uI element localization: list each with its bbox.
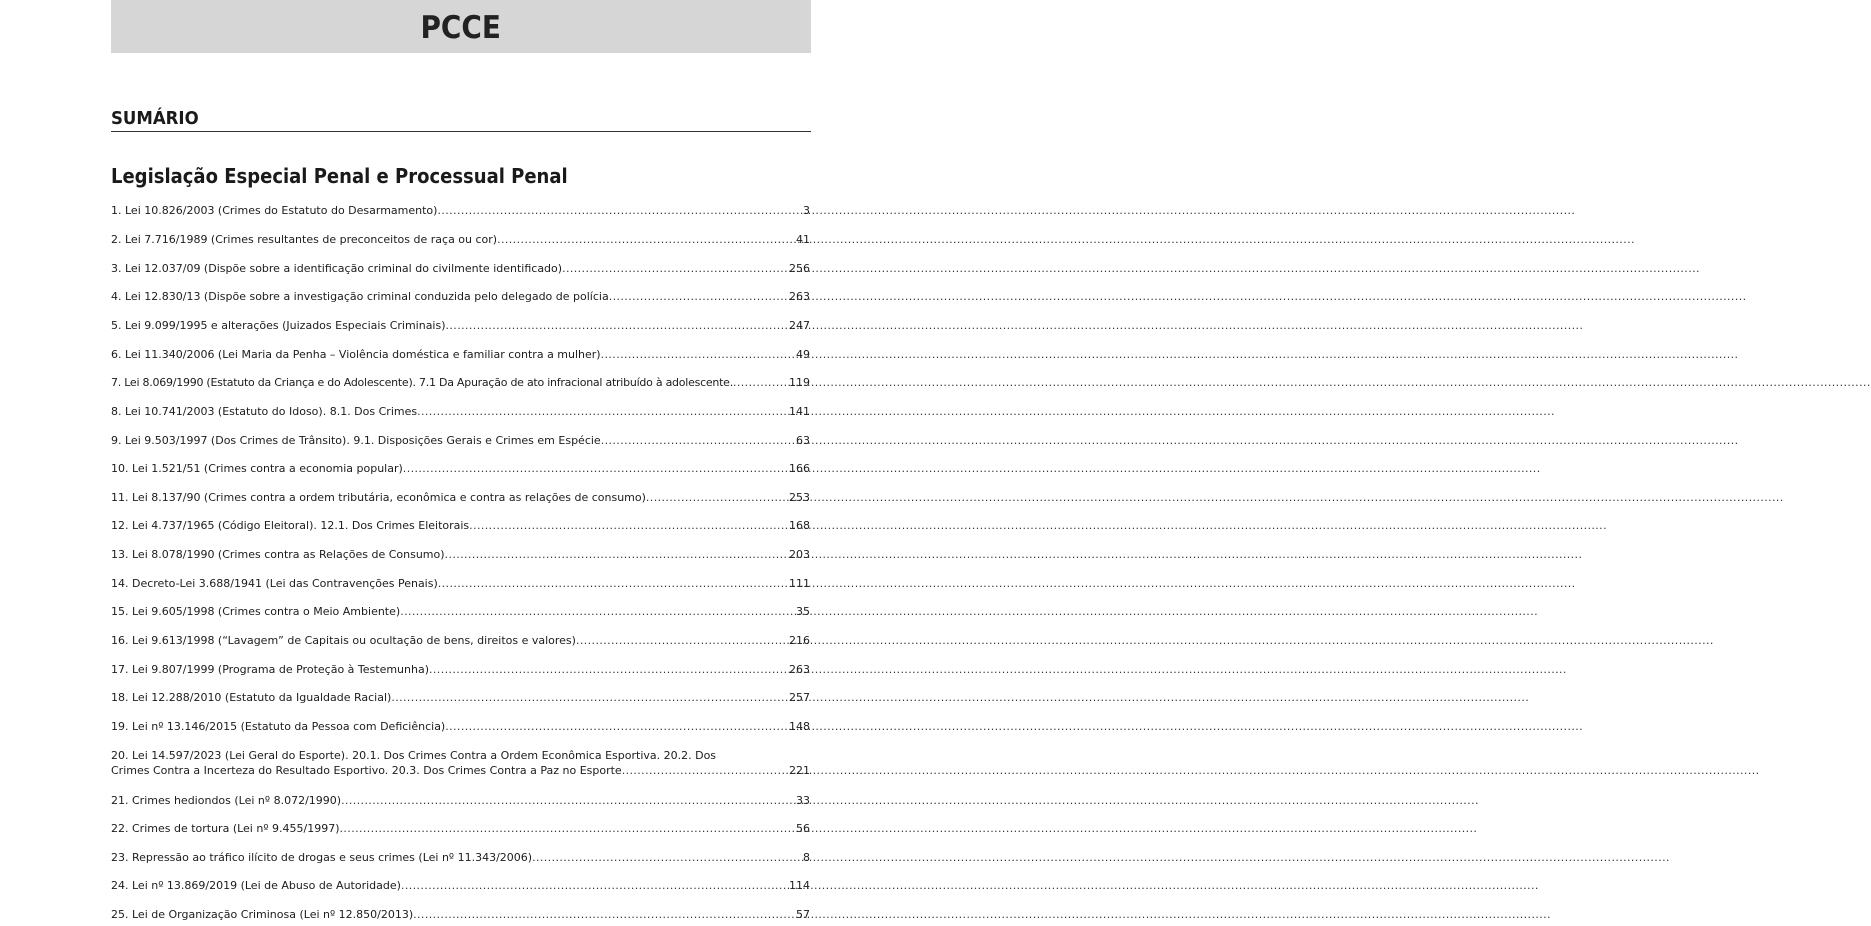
toc-entry[interactable] <box>111 232 810 247</box>
toc-entry-text: 25. Lei de Organização Criminosa (Lei nº 12.850/2013) <box>111 908 414 921</box>
toc-entry[interactable] <box>111 404 810 419</box>
toc-entry[interactable] <box>111 662 810 677</box>
toc-page-number: 49 <box>796 348 810 361</box>
document-title: PCCE <box>420 9 502 46</box>
toc-leader-dots <box>417 404 788 419</box>
toc-leader-dots <box>646 490 788 505</box>
toc-entry[interactable] <box>111 793 810 808</box>
toc-entry[interactable] <box>111 850 810 865</box>
toc-entry-text-line1: 20. Lei 14.597/2023 (Lei Geral do Esporte). 20.1. Dos Crimes Contra a Ordem Econômica Esportiva. 20.2. Dos <box>111 749 717 762</box>
toc-leader-dots <box>601 347 795 362</box>
toc-entry-text: 15. Lei 9.605/1998 (Crimes contra o Meio Ambiente) <box>111 605 401 618</box>
toc-page-number: 263 <box>789 290 810 303</box>
toc-leader-dots <box>497 232 795 247</box>
toc-leader-dots <box>532 850 802 865</box>
section-title-text: Legislação Especial Penal e Processual Penal <box>111 164 568 188</box>
toc-entry[interactable] <box>111 461 810 476</box>
toc-entry-text: 4. Lei 12.830/13 (Dispõe sobre a investigação criminal conduzida pelo delegado de polícia <box>111 290 609 303</box>
toc-leader-dots <box>562 261 788 276</box>
toc-entry[interactable] <box>111 347 810 362</box>
toc-entry-text: 1. Lei 10.826/2003 (Crimes do Estatuto do Desarmamento) <box>111 204 438 217</box>
toc-page-number: 203 <box>789 548 810 561</box>
toc-leader-dots <box>733 375 788 390</box>
toc-leader-dots <box>437 203 802 218</box>
section-title <box>111 163 618 189</box>
toc-leader-dots <box>445 547 788 562</box>
toc-entry-text: 14. Decreto-Lei 3.688/1941 (Lei das Contravenções Penais) <box>111 577 438 590</box>
toc-leader-dots <box>401 878 788 893</box>
toc-page-number: 247 <box>789 319 810 332</box>
toc-entry[interactable] <box>111 433 810 448</box>
toc-leader-dots <box>576 633 788 648</box>
toc-leader-dots <box>609 289 788 304</box>
toc-entry[interactable] <box>111 907 810 922</box>
toc-entry-text: 10. Lei 1.521/51 (Crimes contra a economia popular) <box>111 462 403 475</box>
toc-leader-dots <box>403 461 788 476</box>
toc-entry[interactable] <box>111 289 810 304</box>
toc-entry[interactable] <box>111 719 810 734</box>
toc-entry-text: 17. Lei 9.807/1999 (Programa de Proteção à Testemunha) <box>111 663 429 676</box>
toc-page-number: 263 <box>789 663 810 676</box>
toc-page-number: 3 <box>803 204 810 217</box>
toc-page-number: 168 <box>789 519 810 532</box>
toc-entry[interactable] <box>111 604 810 619</box>
toc-entry-text: 7. Lei 8.069/1990 (Estatuto da Criança e do Adolescente). 7.1 Da Apuração de ato infracional atribuído à adolescente. <box>111 376 733 389</box>
toc-entry-text: 6. Lei 11.340/2006 (Lei Maria da Penha – Violência doméstica e familiar contra a mulher) <box>111 348 601 361</box>
toc-page-number: 256 <box>789 262 810 275</box>
toc-entry[interactable] <box>111 821 810 836</box>
summary-heading-text: SUMÁRIO <box>111 108 199 129</box>
toc-entry-text: 22. Crimes de tortura (Lei nº 9.455/1997) <box>111 822 340 835</box>
toc-leader-dots <box>400 604 795 619</box>
toc-page-number: 35 <box>796 605 810 618</box>
toc-entry[interactable] <box>111 633 810 648</box>
toc-page-number: 114 <box>789 879 810 892</box>
toc-entry-text: 21. Crimes hediondos (Lei nº 8.072/1990) <box>111 794 342 807</box>
toc-page-number: 41 <box>796 233 810 246</box>
toc-entry-text: 18. Lei 12.288/2010 (Estatuto da Igualdade Racial) <box>111 691 392 704</box>
toc-leader-dots <box>341 793 795 808</box>
summary-heading <box>111 108 811 132</box>
toc-entry-text: 3. Lei 12.037/09 (Dispõe sobre a identificação criminal do civilmente identificado) <box>111 262 563 275</box>
toc-entry[interactable] <box>111 547 810 562</box>
toc-leader-dots <box>445 719 788 734</box>
toc-page-number: 257 <box>789 691 810 704</box>
toc-entry-text: 11. Lei 8.137/90 (Crimes contra a ordem tributária, econômica e contra as relações de consumo) <box>111 491 646 504</box>
toc-entry[interactable] <box>111 518 810 533</box>
toc-entry-text: 19. Lei nº 13.146/2015 (Estatuto da Pessoa com Deficiência) <box>111 720 446 733</box>
toc-entry-text: Crimes Contra a Incerteza do Resultado Esportivo. 20.3. Dos Crimes Contra a Paz no Esporte <box>111 764 622 777</box>
toc-page-number: 56 <box>796 822 810 835</box>
toc-entry[interactable] <box>111 576 810 591</box>
toc-entry-text: 5. Lei 9.099/1995 e alterações (Juizados Especiais Criminais) <box>111 319 446 332</box>
toc-page-number: 111 <box>789 577 810 590</box>
toc-entry-text: 23. Repressão ao tráfico ilícito de drogas e seus crimes (Lei nº 11.343/2006) <box>111 851 533 864</box>
toc-leader-dots <box>429 662 788 677</box>
toc-page-number: 33 <box>796 794 810 807</box>
toc-entry-text: 12. Lei 4.737/1965 (Código Eleitoral). 12.1. Dos Crimes Eleitorais <box>111 519 470 532</box>
toc-leader-dots <box>469 518 788 533</box>
toc-entry-text: 8. Lei 10.741/2003 (Estatuto do Idoso). 8.1. Dos Crimes <box>111 405 418 418</box>
toc-leader-dots <box>601 433 795 448</box>
toc-entry-text: 2. Lei 7.716/1989 (Crimes resultantes de preconceitos de raça ou cor) <box>111 233 498 246</box>
toc-entry[interactable] <box>111 203 810 218</box>
toc-leader-dots <box>438 576 788 591</box>
toc-entry[interactable] <box>111 261 810 276</box>
toc-page-number: 57 <box>796 908 810 921</box>
toc-leader-dots <box>340 821 796 836</box>
toc-page-number: 216 <box>789 634 810 647</box>
toc-entry-text: 9. Lei 9.503/1997 (Dos Crimes de Trânsito). 9.1. Disposições Gerais e Crimes em Espécie <box>111 434 601 447</box>
toc-entry[interactable] <box>111 490 810 505</box>
toc-page-number: 166 <box>789 462 810 475</box>
toc-page-number: 63 <box>796 434 810 447</box>
toc-entry[interactable] <box>111 748 810 778</box>
toc-leader-dots <box>391 690 788 705</box>
toc-page-number: 119 <box>789 376 810 389</box>
toc-page-number: 8 <box>803 851 810 864</box>
toc-entry-text: 13. Lei 8.078/1990 (Crimes contra as Relações de Consumo) <box>111 548 445 561</box>
header-band <box>111 0 811 53</box>
toc-entry[interactable] <box>111 878 810 893</box>
toc-entry-text: 24. Lei nº 13.869/2019 (Lei de Abuso de Autoridade) <box>111 879 401 892</box>
toc-page-number: 221 <box>789 764 810 777</box>
toc-entry-text: 16. Lei 9.613/1998 (“Lavagem” de Capitais ou ocultação de bens, direitos e valores) <box>111 634 576 647</box>
toc-page-number: 253 <box>789 491 810 504</box>
toc-leader-dots <box>413 907 795 922</box>
toc-page-number: 141 <box>789 405 810 418</box>
toc-leader-dots <box>446 318 788 333</box>
toc-leader-dots <box>622 763 788 778</box>
toc-entry[interactable] <box>111 375 810 390</box>
toc-entry[interactable] <box>111 690 810 705</box>
toc-entry[interactable] <box>111 318 810 333</box>
toc-page-number: 148 <box>789 720 810 733</box>
